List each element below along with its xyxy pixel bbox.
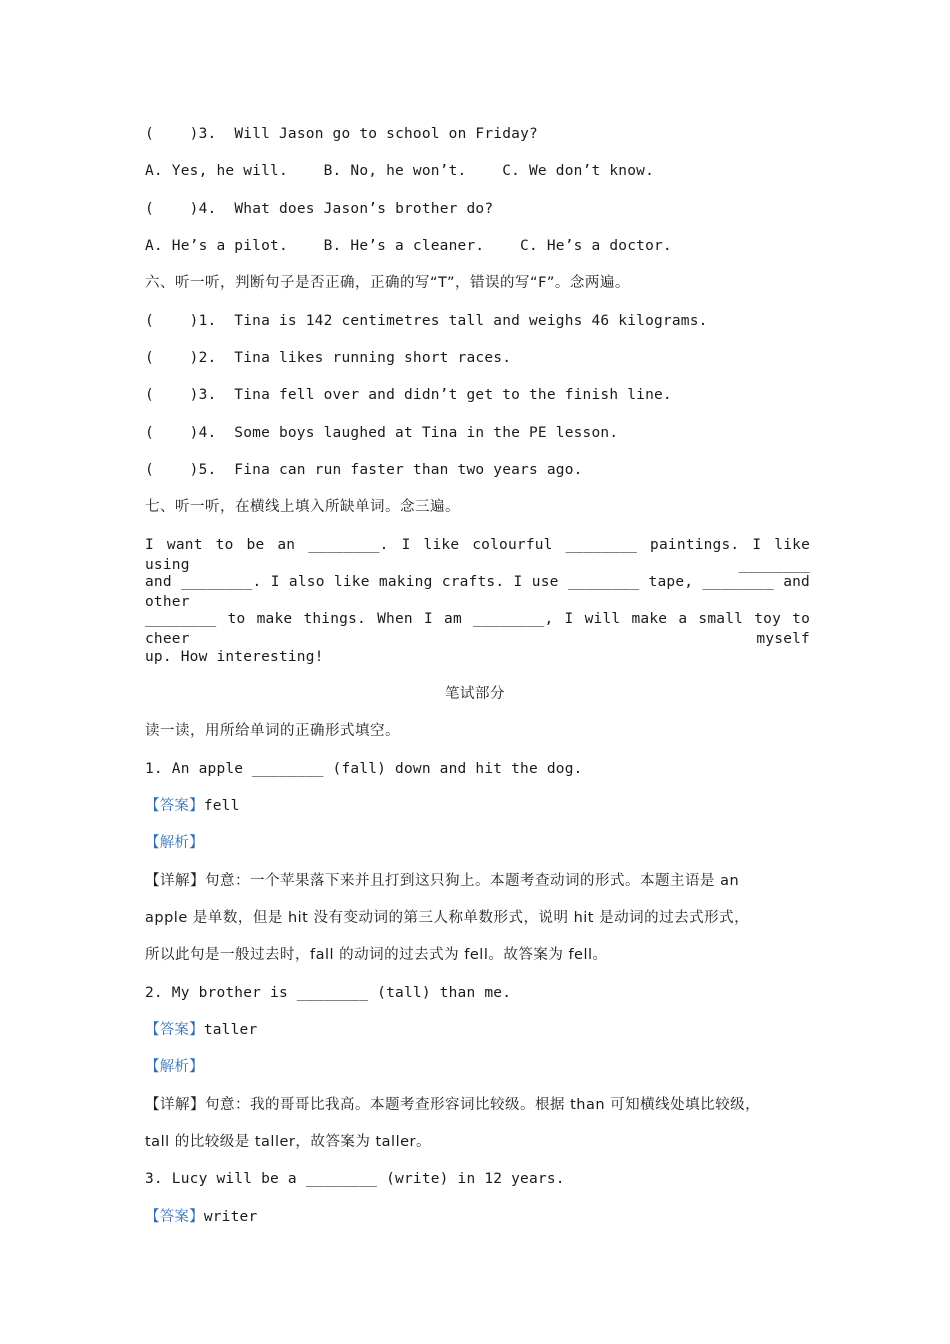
analysis-tag: 【解析】	[145, 835, 204, 851]
detail-tag: 【详解】	[145, 1097, 205, 1113]
answer-tag: 【答案】	[145, 798, 204, 814]
answer-value: fell	[203, 798, 240, 814]
question-5-4	[145, 199, 810, 219]
answer-line	[145, 796, 810, 816]
question-5-3-options: A. Yes, he will. B. No, he won’t. C. We don’t know.	[145, 163, 654, 179]
written-question-2: 2. My brother is ________ (tall) than me.	[145, 985, 512, 1001]
section-7-line-2: and ________. I also like making crafts. I use ________ tape, ________ and other	[145, 574, 810, 610]
detail-line	[145, 871, 810, 891]
written-question-3: 3. Lucy will be a ________ (write) in 12 years.	[145, 1171, 565, 1187]
detail-line: 所以此句是一般过去时，fall 的动词的过去式为 fell。故答案为 fell。	[145, 947, 608, 963]
section-6-item-2: ( )2. Tina likes running short races.	[145, 350, 512, 366]
written-section-title: 笔试部分	[445, 686, 505, 702]
detail-text: 句意：一个苹果落下来并且打到这只狗上。本题考查动词的形式。本题主语是 an	[205, 873, 740, 889]
detail-line	[145, 1095, 810, 1115]
question-text: Will Jason go to school on Friday?	[234, 126, 538, 142]
detail-line: tall 的比较级是 taller，故答案为 taller。	[145, 1134, 431, 1150]
section-6-item-3: ( )3. Tina fell over and didn’t get to the finish line.	[145, 387, 672, 403]
question-text: What does Jason’s brother do?	[234, 201, 494, 217]
analysis-line	[145, 833, 810, 853]
answer-tag: 【答案】	[145, 1022, 204, 1038]
analysis-tag: 【解析】	[145, 1059, 204, 1075]
question-5-4-options: A. He’s a pilot. B. He’s a cleaner. C. He’s a doctor.	[145, 238, 672, 254]
written-question-1: 1. An apple ________ (fall) down and hit the dog.	[145, 761, 583, 777]
answer-line	[145, 1207, 810, 1227]
section-7-heading: 七、听一听，在横线上填入所缺单词。念三遍。	[145, 499, 460, 515]
detail-line: apple 是单数，但是 hit 没有变动词的第三人称单数形式，说明 hit 是动词的过去式形式，	[145, 910, 750, 926]
section-6-item-4: ( )4. Some boys laughed at Tina in the PE lesson.	[145, 425, 619, 441]
section-6-heading: 六、听一听，判断句子是否正确，正确的写“T”，错误的写“F”。念两遍。	[145, 275, 630, 291]
section-7-line-3: ________ to make things. When I am ________, I will make a small toy to cheer myself	[145, 611, 810, 647]
answer-value: taller	[203, 1022, 258, 1038]
section-6-item-5: ( )5. Fina can run faster than two years ago.	[145, 462, 583, 478]
answer-bracket: ( )3.	[145, 126, 217, 142]
section-6-item-1: ( )1. Tina is 142 centimetres tall and weighs 46 kilograms.	[145, 313, 708, 329]
answer-value: writer	[203, 1209, 258, 1225]
question-5-3	[145, 124, 810, 144]
section-7-line-1: I want to be an ________. I like colourful ________ paintings. I like using ________	[145, 537, 810, 573]
answer-tag: 【答案】	[145, 1209, 204, 1225]
written-instruction: 读一读，用所给单词的正确形式填空。	[145, 723, 400, 739]
answer-bracket: ( )4.	[145, 201, 217, 217]
answer-line	[145, 1020, 810, 1040]
analysis-line	[145, 1057, 810, 1077]
detail-text: 句意：我的哥哥比我高。本题考查形容词比较级。根据 than 可知横线处填比较级，	[205, 1097, 761, 1113]
section-7-line-4: up. How interesting!	[145, 649, 324, 665]
detail-tag: 【详解】	[145, 873, 205, 889]
